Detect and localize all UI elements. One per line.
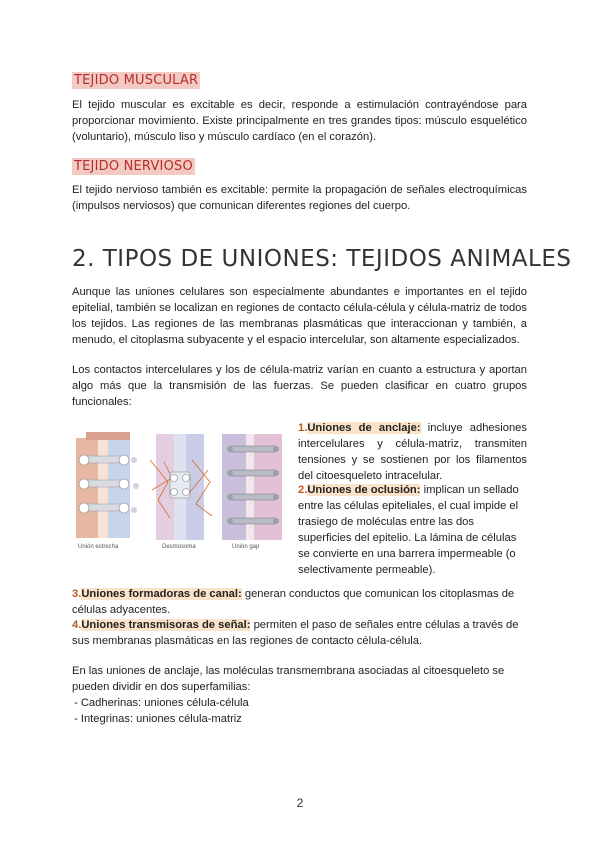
page-number: 2: [296, 796, 304, 810]
type-4-paragraph: [72, 617, 527, 649]
type-3-text: generan conductos que comunican los citoplasmas de células adyacentes.: [72, 588, 515, 616]
type-3-number: 3.: [72, 588, 82, 600]
type-1-text: incluye adhesiones intercelulares y célula-matriz, transmiten tensiones y se sostienen por los filamentos del citoesqueleto intracelular.: [298, 422, 527, 482]
type-3-paragraph: [72, 586, 527, 618]
heading-tejido-muscular: TEJIDO MUSCULAR: [74, 73, 199, 88]
type-4-name: Uniones transmisoras de señal:: [81, 619, 251, 631]
anchoring-intro: En las uniones de anclaje, las moléculas transmembrana asociadas al citoesqueleto se pueden dividir en dos superfamilias:: [72, 665, 505, 693]
junctions-figure: [72, 420, 292, 555]
muscular-paragraph: El tejido muscular es excitable es decir, responde a estimulación contrayéndose para proporcionar movimiento. Existe principalmente en tres grandes tipos: músculo esquelético (voluntario), músculo liso y músculo cardíaco (en el corazón).: [72, 99, 527, 143]
groups-paragraph: Los contactos intercelulares y los de célula-matriz varían en cuanto a estructura y aportan algo más que la transmisión de las fuerzas. Se pueden clasificar en cuatro grupos funcionales:: [72, 364, 527, 408]
type-4-number: 4.: [72, 619, 82, 631]
section-title: 2. TIPOS DE UNIONES: TEJIDOS ANIMALES: [72, 246, 572, 272]
tight-junction-illustration: [76, 432, 139, 538]
type-1-name: Uniones de anclaje:: [307, 422, 421, 434]
intro-paragraph: Aunque las uniones celulares son especialmente abundantes e importantes en el tejido epitelial, también se localizan en regiones de contacto célula-célula y célula-matriz de todos los tejidos. Las regiones de las membranas plasmáticas que interaccionan y también, a menudo, el citoplasma subyacente y el espacio intercelular, son altamente especializados.: [72, 286, 527, 346]
type-2-number: 2.: [298, 484, 308, 496]
type-1-number: 1.: [298, 422, 308, 434]
type-2-text: implican un sellado entre las células epiteliales, el cual impide el trasiego de moléculas entre las dos superficies del epitelio. La lámina de células se convierte en una barrera impermeable (o selectivamente permeable).: [298, 484, 519, 576]
figure-caption-1: Unión estrecha: [78, 544, 119, 550]
gap-junction-illustration: [222, 434, 282, 540]
type-3-name: Uniones formadoras de canal:: [81, 588, 242, 600]
heading-tejido-nervioso: TEJIDO NERVIOSO: [74, 159, 193, 174]
type-2-name: Uniones de oclusión:: [307, 484, 421, 496]
figure-caption-2: Desmosoma: [162, 544, 196, 550]
desmosome-illustration: [150, 434, 212, 540]
type-1-paragraph: [298, 420, 527, 484]
list-item-cadherinas: - Cadherinas: uniones célula-célula: [74, 697, 249, 709]
figure-caption-3: Unión gap: [232, 544, 260, 550]
type-4-text: permiten el paso de señales entre células a través de sus membranas plasmáticas en las regiones de contacto célula-célula.: [72, 619, 519, 647]
type-2-paragraph: [298, 482, 527, 578]
list-item-integrinas: - Integrinas: uniones célula-matriz: [74, 713, 242, 725]
nervioso-paragraph: El tejido nervioso también es excitable: permite la propagación de señales electroquímicas (impulsos nerviosos) que comunican diferentes regiones del cuerpo.: [72, 184, 527, 212]
